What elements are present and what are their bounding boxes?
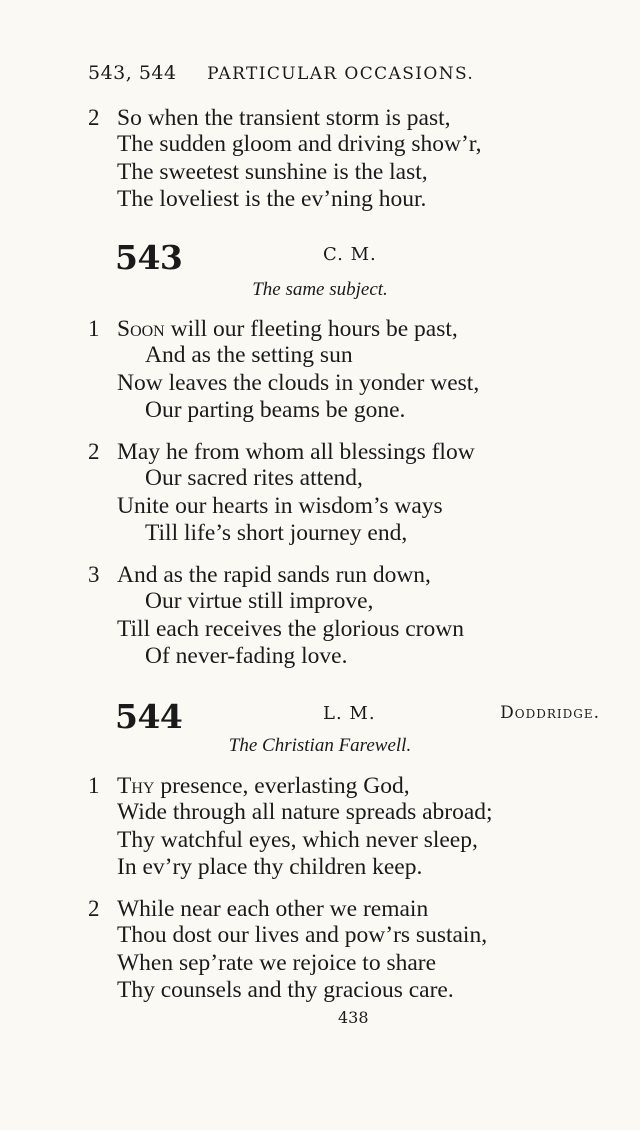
verse-line: The sweetest sunshine is the last, xyxy=(117,158,428,185)
verse-line: The sudden gloom and driving show’r, xyxy=(117,131,482,158)
verse-line: In ev’ry place thy children keep. xyxy=(117,854,423,881)
first-word: Thy xyxy=(117,773,155,799)
hymn-author: Doddridge. xyxy=(500,703,600,723)
hymn-meter: C. M. xyxy=(323,244,377,265)
verse-line: presence, everlasting God, xyxy=(154,773,410,799)
verse-line: Thou dost our lives and pow’rs sustain, xyxy=(117,922,488,949)
stanza-number: 1 xyxy=(88,773,100,798)
verse-line: Now leaves the clouds in yonder west, xyxy=(117,369,480,396)
first-word: Soon xyxy=(117,316,165,342)
hymn-number: 543 xyxy=(115,238,183,277)
verse-line: Unite our hearts in wisdom’s ways xyxy=(117,492,443,519)
verse-line: While near each other we remain xyxy=(117,896,429,922)
stanza-number: 1 xyxy=(88,316,100,341)
hymn-543-subtitle: The same subject. xyxy=(252,279,388,300)
verse-line: When sep’rate we rejoice to share xyxy=(117,949,437,976)
continuation-stanza-2 xyxy=(88,104,588,214)
verse-line: Our parting beams be gone. xyxy=(145,397,406,424)
stanza-number: 2 xyxy=(88,105,100,130)
running-head-section: PARTICULAR OCCASIONS. xyxy=(207,64,475,84)
hymn-543-stanza-1 xyxy=(88,315,588,425)
verse-line: Till life’s short journey end, xyxy=(145,520,408,547)
stanza-number: 2 xyxy=(88,439,100,464)
verse-line: Thy watchful eyes, which never sleep, xyxy=(117,826,478,853)
running-head xyxy=(88,62,474,84)
verse-line: So when the transient storm is past, xyxy=(117,105,451,131)
hymn-meter: L. M. xyxy=(323,703,376,724)
hymn-543-stanza-3 xyxy=(88,561,588,671)
verse-line: And as the rapid sands run down, xyxy=(117,562,431,588)
verse-line: will our fleeting hours be past, xyxy=(164,316,458,342)
verse-line: Of never-fading love. xyxy=(145,643,348,670)
verse-line: And as the setting sun xyxy=(145,342,353,369)
verse-line: Our virtue still improve, xyxy=(145,588,374,615)
hymn-544-header xyxy=(115,697,600,736)
verse-line: Our sacred rites attend, xyxy=(145,465,363,492)
verse-line: May he from whom all blessings flow xyxy=(117,439,475,465)
verse-line: Thy counsels and thy gracious care. xyxy=(117,977,454,1004)
hymn-543-stanza-2 xyxy=(88,438,588,548)
stanza-number: 2 xyxy=(88,896,100,921)
hymn-543-header xyxy=(115,238,600,277)
verse-line: The loveliest is the ev’ning hour. xyxy=(117,186,427,213)
stanza-number: 3 xyxy=(88,562,100,587)
verse-line: Wide through all nature spreads abroad; xyxy=(117,799,493,826)
hymn-number: 544 xyxy=(115,697,183,736)
hymn-544-stanza-1 xyxy=(88,772,588,882)
page-number: 438 xyxy=(338,1008,369,1027)
running-head-hymn-numbers: 543, 544 xyxy=(88,62,177,84)
hymn-544-subtitle: The Christian Farewell. xyxy=(228,735,412,756)
verse-line: Till each receives the glorious crown xyxy=(117,615,464,642)
hymn-544-stanza-2 xyxy=(88,895,588,1005)
